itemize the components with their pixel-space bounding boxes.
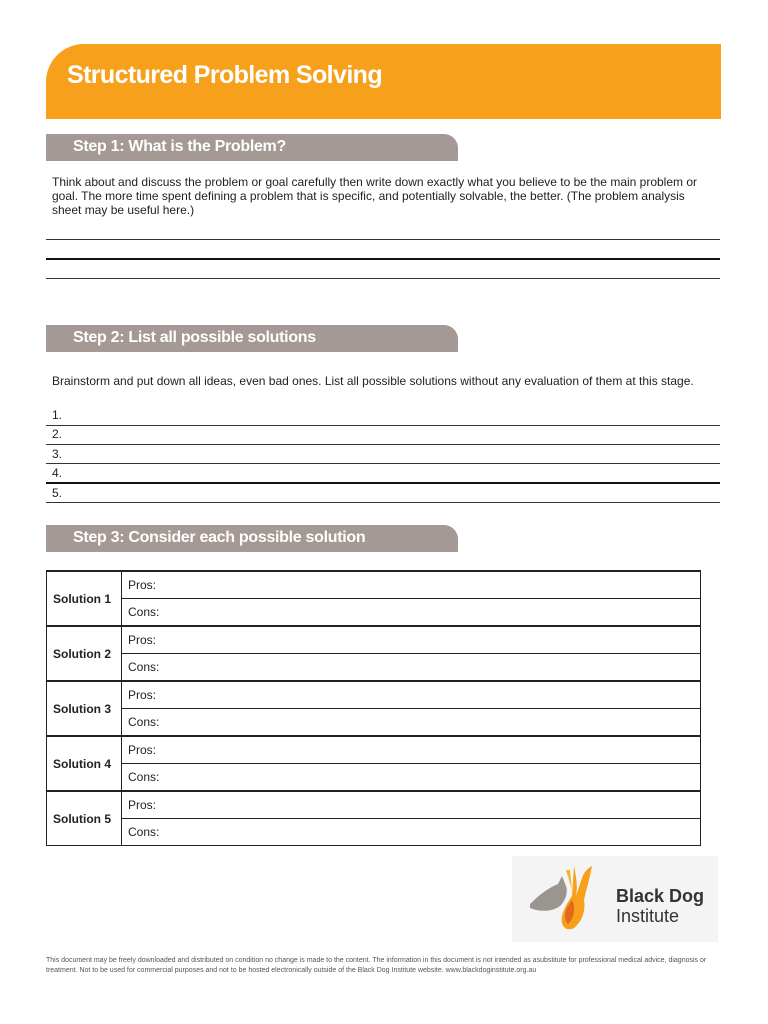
logo-line2: Institute	[616, 906, 680, 926]
logo-wordmark	[616, 886, 704, 926]
title-banner	[46, 44, 721, 119]
step1-header	[46, 134, 458, 161]
table-row	[47, 626, 701, 654]
cons-cell[interactable]: Cons:	[122, 819, 701, 846]
table-row	[47, 819, 701, 846]
solution-list-number: 5.	[52, 486, 63, 500]
logo-line1: Black Dog	[616, 886, 705, 906]
step1-instructions: Think about and discuss the problem or goal carefully then write down exactly what you believe to be the main problem or goal. The more time spent defining a problem that is specific, and potentially solvable, the better. (The problem analysis sheet may be useful here.)	[52, 175, 698, 217]
solution-list-line[interactable]	[46, 482, 720, 484]
solution-list-number: 3.	[52, 447, 63, 461]
solution-list-line[interactable]	[46, 463, 720, 464]
solution-list-number: 4.	[52, 466, 63, 480]
solution-list-number: 2.	[52, 427, 63, 441]
pros-cell[interactable]: Pros:	[122, 571, 701, 599]
pros-cell[interactable]: Pros:	[122, 736, 701, 764]
writing-line[interactable]	[46, 239, 720, 240]
table-row	[47, 571, 701, 599]
dog-hand-icon	[512, 856, 612, 942]
page-title: Structured Problem Solving	[67, 61, 383, 89]
solution-label: Solution 4	[47, 736, 122, 791]
solution-list-line[interactable]	[46, 425, 720, 426]
solution-label: Solution 3	[47, 681, 122, 736]
solution-label: Solution 1	[47, 571, 122, 626]
step2-title: Step 2: List all possible solutions	[73, 329, 316, 346]
cons-cell[interactable]: Cons:	[122, 764, 701, 792]
table-row	[47, 764, 701, 792]
pros-cell[interactable]: Pros:	[122, 791, 701, 819]
solutions-table	[46, 570, 701, 846]
step3-title: Step 3: Consider each possible solution	[73, 529, 366, 546]
pros-cell[interactable]: Pros:	[122, 681, 701, 709]
solution-list-line[interactable]	[46, 444, 720, 445]
solution-list-number: 1.	[52, 408, 63, 422]
step2-instructions: Brainstorm and put down all ideas, even bad ones. List all possible solutions without any evaluation of them at this stage.	[52, 374, 694, 388]
table-row	[47, 654, 701, 682]
cons-cell[interactable]: Cons:	[122, 599, 701, 627]
step3-header	[46, 525, 458, 552]
table-row	[47, 681, 701, 709]
table-row	[47, 791, 701, 819]
footer-disclaimer: This document may be freely downloaded and distributed on condition no change is made to the content. The information in this document is not intended as asubstitute for professional medical advice, diagnosis or treatment. Not to be used for commercial purposes and not to be hosted electronically outside of the Black Dog Institute website. www.blackdoginstitute.org.au	[46, 957, 707, 974]
step1-title: Step 1: What is the Problem?	[73, 138, 286, 155]
table-row	[47, 709, 701, 737]
black-dog-institute-logo	[512, 856, 718, 942]
writing-line[interactable]	[46, 258, 720, 260]
table-row	[47, 599, 701, 627]
solution-label: Solution 2	[47, 626, 122, 681]
pros-cell[interactable]: Pros:	[122, 626, 701, 654]
cons-cell[interactable]: Cons:	[122, 654, 701, 682]
writing-line[interactable]	[46, 278, 720, 279]
solution-list-line[interactable]	[46, 502, 720, 503]
solution-label: Solution 5	[47, 791, 122, 846]
cons-cell[interactable]: Cons:	[122, 709, 701, 737]
table-row	[47, 736, 701, 764]
step2-header	[46, 325, 458, 352]
